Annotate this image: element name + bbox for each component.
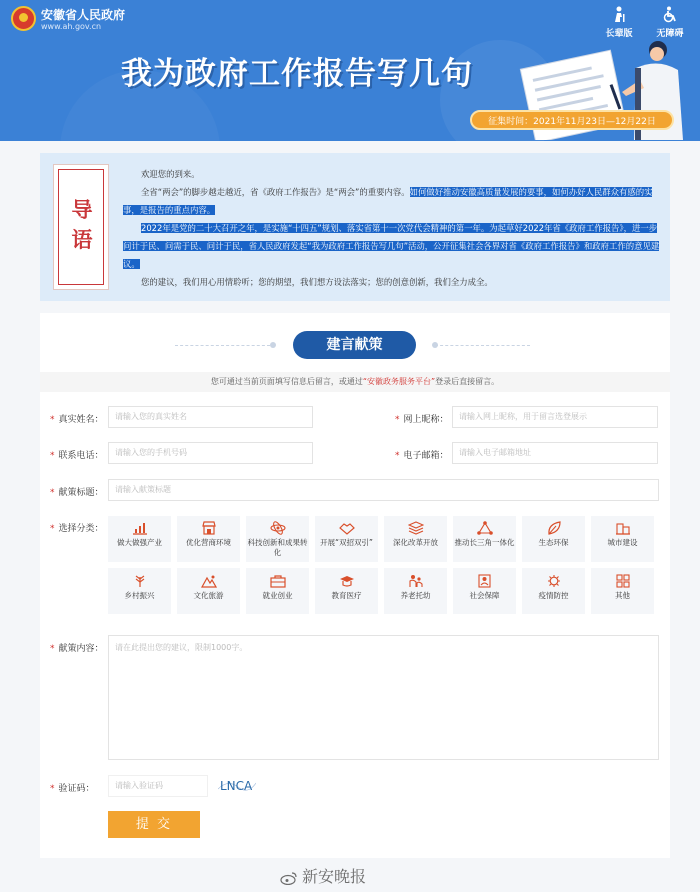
gov-service-platform-link[interactable]: “安徽政务服务平台” <box>362 377 436 386</box>
suggestion-form <box>40 313 670 858</box>
virus-icon <box>546 574 562 588</box>
intro-p3-highlight: 2022年是党的二十大召开之年，是实施“十四五”规划、落实省第十一次党代会精神的第一年。为起草好2022年省《政府工作报告》，进一步问计于民、问需于民、问计于民，省人民政府发起“我为政府工作报告写几句”活动，公开征集社会各界对省《政府工作报告》和政府工作的意见建议。 <box>123 223 660 269</box>
phone-input[interactable]: 请输入您的手机号码 <box>108 442 313 464</box>
category-label: 教育医疗 <box>331 591 362 600</box>
category-label: 科技创新和成果转化 <box>247 538 308 557</box>
content-textarea[interactable]: 请在此提出您的建议，限制1000字。 <box>108 635 659 760</box>
captcha-text: LNCA <box>220 779 253 793</box>
subject-input[interactable]: 请输入献策标题 <box>108 479 659 501</box>
captcha-input[interactable]: 请输入验证码 <box>108 775 208 797</box>
shield-person-icon <box>477 574 493 588</box>
category-other[interactable] <box>591 568 654 614</box>
category-culture-tourism[interactable] <box>177 568 240 614</box>
submit-button[interactable]: 提 交 <box>108 811 200 838</box>
category-label: 优化营商环境 <box>186 538 231 547</box>
elder-mode-label: 长辈版 <box>605 29 633 39</box>
guide-label: 导语 <box>71 197 93 252</box>
category-epidemic-control[interactable] <box>522 568 585 614</box>
captcha-label: * 验证码： <box>50 784 95 794</box>
name-label: * 真实姓名： <box>50 415 104 425</box>
watermark <box>280 864 366 887</box>
site-header <box>0 0 700 141</box>
page-title: 我为政府工作报告写几句 <box>121 56 473 92</box>
nickname-label: * 网上昵称： <box>395 415 449 425</box>
divider <box>435 345 530 346</box>
form-note <box>40 372 670 392</box>
category-social-security[interactable] <box>453 568 516 614</box>
intro-p2-text: 全省“两会”的脚步越走越近，省《政府工作报告》是“两会”的重要内容。 <box>141 187 410 197</box>
category-industry[interactable] <box>108 516 171 562</box>
category-label: 生态环保 <box>538 538 569 547</box>
wheat-icon <box>132 574 148 588</box>
category-tech-innovation[interactable] <box>246 516 309 562</box>
category-investment[interactable] <box>315 516 378 562</box>
subject-label: * 献策标题： <box>50 488 104 498</box>
category-label: 文化旅游 <box>193 591 224 600</box>
bar-chart-icon <box>132 521 148 535</box>
guide-badge <box>53 164 109 290</box>
category-label: 就业创业 <box>262 591 293 600</box>
nickname-input[interactable]: 请输入网上昵称，用于留言选登展示 <box>452 406 658 428</box>
note-text: 登录后直接留言。 <box>435 377 500 386</box>
real-name-input[interactable]: 请输入您的真实姓名 <box>108 406 313 428</box>
weibo-icon <box>280 871 298 885</box>
divider <box>175 345 270 346</box>
category-education-health[interactable] <box>315 568 378 614</box>
note-text: 您可通过当前页面填写信息后留言，或通过 <box>210 377 363 386</box>
category-urban[interactable] <box>591 516 654 562</box>
site-url: www.ah.gov.cn <box>41 22 102 31</box>
elder-mode-button[interactable] <box>599 6 639 39</box>
divider-dot <box>270 342 276 348</box>
atom-icon <box>270 521 286 535</box>
network-icon <box>477 521 493 535</box>
intro-text <box>123 165 663 291</box>
category-rural[interactable] <box>108 568 171 614</box>
category-label: 开展“双招双引” <box>320 538 373 547</box>
watermark-text: 新安晚报 <box>302 867 367 886</box>
intro-p2-highlight: 如何做好推动安徽高质量发展的要事，如何办好人民群众有感的实事，是报告的重点内容。 <box>123 187 653 215</box>
category-business-environment[interactable] <box>177 516 240 562</box>
category-label: 城市建设 <box>607 538 638 547</box>
intro-paragraph <box>123 183 663 219</box>
shop-icon <box>201 521 217 535</box>
content-label: * 献策内容： <box>50 644 104 654</box>
layers-icon <box>408 521 424 535</box>
building-icon <box>615 521 631 535</box>
email-label: * 电子邮箱： <box>395 451 449 461</box>
phone-label: * 联系电话： <box>50 451 104 461</box>
briefcase-icon <box>270 574 286 588</box>
category-reform[interactable] <box>384 516 447 562</box>
handshake-icon <box>339 521 355 535</box>
emblem-logo-icon[interactable] <box>11 6 36 31</box>
collection-period-badge: 征集时间：2021年11月23日—12月22日 <box>470 110 674 130</box>
care-icon <box>408 574 424 588</box>
accessibility-label: 无障碍 <box>656 29 684 39</box>
category-label: 推动长三角一体化 <box>454 538 515 547</box>
leaf-icon <box>546 521 562 535</box>
category-label: 其他 <box>615 591 630 600</box>
mountain-icon <box>201 574 217 588</box>
category-yangtze-delta[interactable] <box>453 516 516 562</box>
email-input[interactable]: 请输入电子邮箱地址 <box>452 442 658 464</box>
category-label: 乡村振兴 <box>124 591 155 600</box>
site-name[interactable]: 安徽省人民政府 <box>41 8 126 22</box>
category-label: 做大做强产业 <box>117 538 162 547</box>
section-title: 建言献策 <box>293 331 416 359</box>
category-elderly-child-care[interactable] <box>384 568 447 614</box>
category-label: 疫情防控 <box>538 591 569 600</box>
elder-icon <box>610 6 628 23</box>
grid-icon <box>615 574 631 588</box>
section-header <box>40 331 670 359</box>
intro-panel <box>40 153 670 301</box>
category-label: * 选择分类： <box>50 524 104 534</box>
captcha-image[interactable] <box>218 775 256 795</box>
intro-paragraph <box>123 219 663 273</box>
category-label: 社会保障 <box>469 591 500 600</box>
intro-closing: 您的建议，我们用心用情聆听；您的期望，我们想方设法落实；您的创意创新，我们全力成全。 <box>141 277 493 287</box>
accessibility-button[interactable] <box>650 6 690 39</box>
intro-greeting: 欢迎您的到来。 <box>141 169 200 179</box>
category-employment[interactable] <box>246 568 309 614</box>
category-label: 深化改革开放 <box>393 538 438 547</box>
graduation-cap-icon <box>339 574 355 588</box>
category-ecology[interactable] <box>522 516 585 562</box>
category-label: 养老托幼 <box>400 591 431 600</box>
wheelchair-icon <box>661 6 679 23</box>
